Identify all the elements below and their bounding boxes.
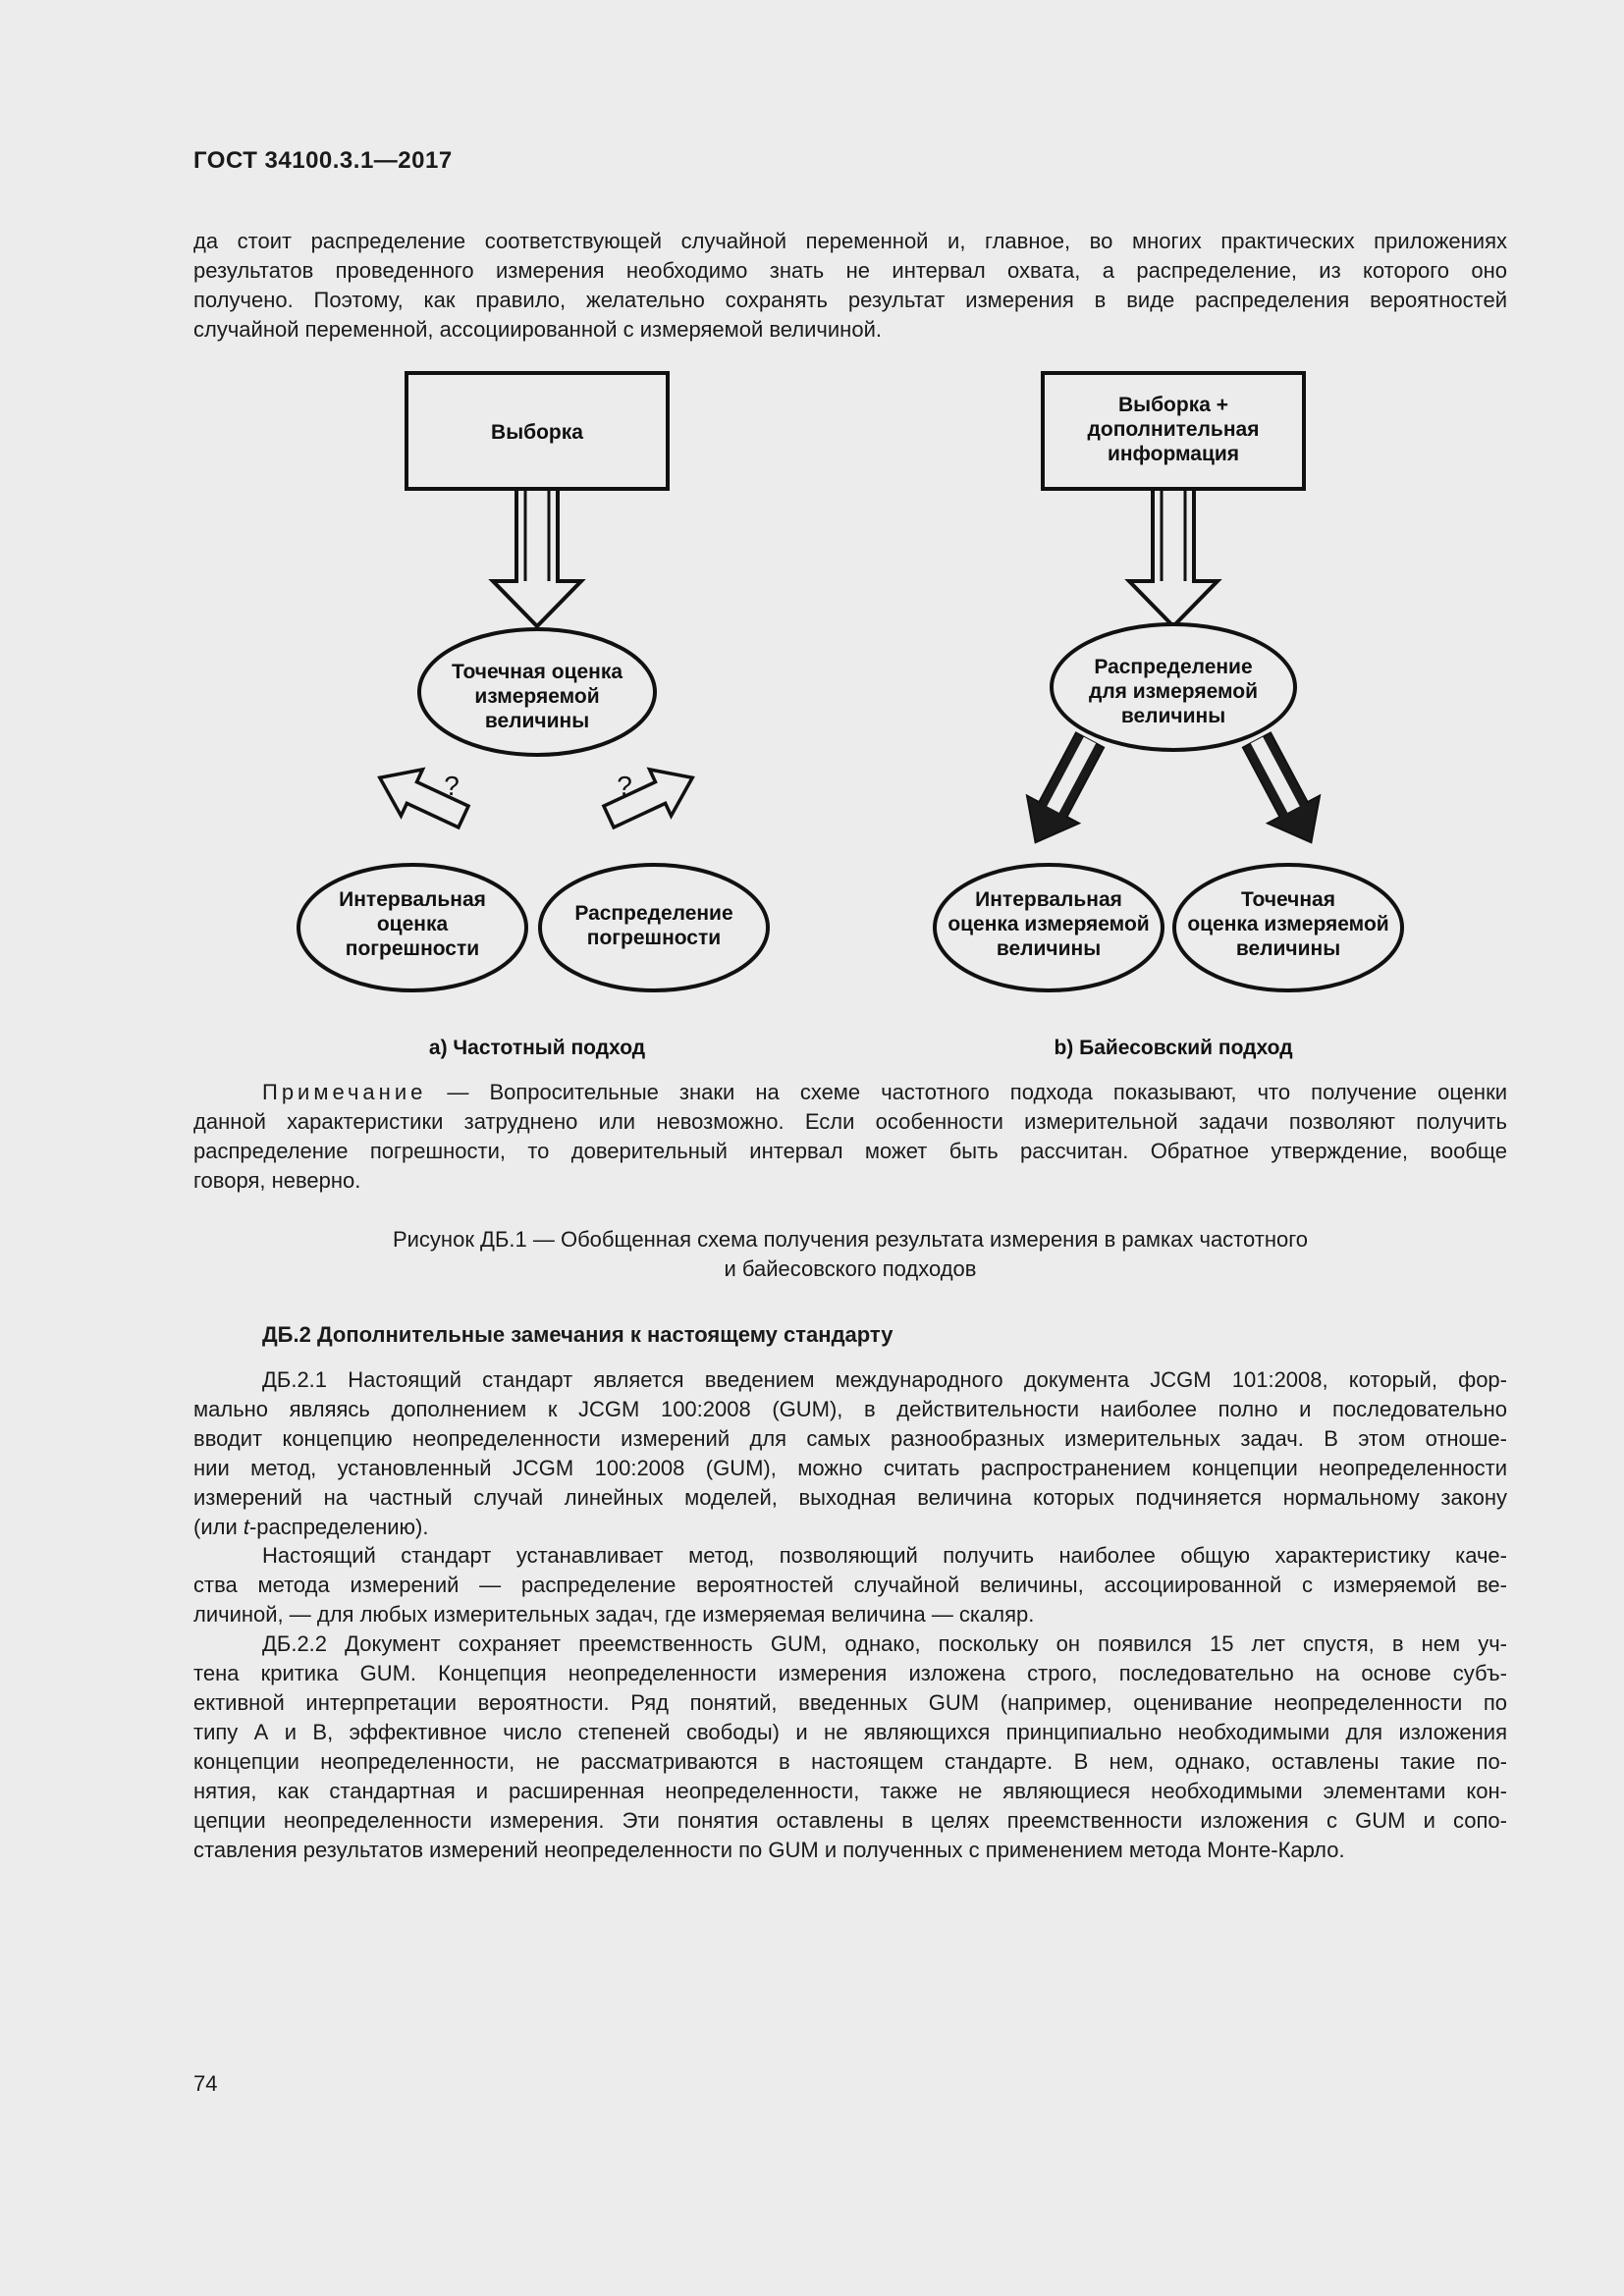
- figure-caption: [193, 1225, 1507, 1284]
- ellipse-label: погрешности: [345, 937, 480, 960]
- ellipse-label: оценка измеряемой: [947, 913, 1150, 935]
- paragraph-db21: [193, 1365, 1507, 1542]
- ellipse-label: величины: [1235, 937, 1341, 960]
- bayesian-diagram: [935, 373, 1402, 1059]
- figure-subcaption: b) Байесовский подход: [1054, 1037, 1293, 1059]
- intro-paragraph: [193, 227, 1507, 345]
- ellipse-label: величины: [1120, 705, 1226, 727]
- italic-fragment: t: [243, 1515, 249, 1539]
- text-line: говоря, неверно.: [193, 1168, 361, 1193]
- text-line: ективной интерпретации вероятности. Ряд понятий, введенных GUM (например, оценивание неопределенности по: [193, 1690, 1507, 1715]
- down-arrow: [1129, 489, 1218, 626]
- text-line: [193, 1513, 1507, 1542]
- text-line: Настоящий стандарт устанавливает метод, позволяющий получить наиболее общую характеристику каче-: [262, 1543, 1507, 1568]
- text-line: нятия, как стандартная и расширенная неопределенности, также не являющиеся необходимыми элементами кон-: [193, 1779, 1507, 1803]
- paragraph-method: [193, 1541, 1507, 1629]
- text-line: нии метод, установленный JCGM 100:2008 (GUM), можно считать распространением концепции неопределенности: [193, 1456, 1507, 1480]
- caption-line: Рисунок ДБ.1 — Обобщенная схема получения результата измерения в рамках частотного: [392, 1227, 1309, 1252]
- text-line: цепции неопределенности измерения. Эти понятия оставлены в целях преемственности изложения с GUM и сопо-: [193, 1808, 1507, 1833]
- text-line: случайной переменной, ассоциированной с измеряемой величиной.: [193, 317, 882, 342]
- sample-box-label: Выборка: [491, 421, 583, 444]
- page-number: 74: [193, 2071, 218, 2096]
- figure-subcaption: a) Частотный подход: [428, 1037, 646, 1059]
- solid-arrow-right: [1231, 726, 1337, 856]
- text-line: концепции неопределенности, не рассматриваются в настоящем стандарте. В нем, однако, оставлены такие по-: [193, 1749, 1507, 1774]
- text-line: ДБ.2.2 Документ сохраняет преемственность GUM, однако, поскольку он появился 15 лет спустя, в нем уч-: [262, 1631, 1507, 1656]
- text-line: тена критика GUM. Концепция неопределенности измерения изложена строго, последовательно на основе субъ-: [193, 1661, 1507, 1685]
- text-line: мально являясь дополнением к JCGM 100:2008 (GUM), в действительности наиболее полно и последовательно: [193, 1397, 1507, 1421]
- ellipse-label: Распределение: [574, 902, 733, 925]
- text-line: данной характеристики затруднено или невозможно. Если особенности измерительной задачи позволяют получить: [193, 1109, 1507, 1134]
- ellipse-label: Распределение: [1094, 656, 1253, 678]
- box-label: дополнительная: [1087, 418, 1260, 441]
- box-label: Выборка +: [1117, 394, 1229, 416]
- ellipse-label: величины: [996, 937, 1102, 960]
- solid-arrow-left: [1009, 726, 1115, 856]
- note-text: — Вопросительные знаки на схеме частотного подхода показывают, что получение оценки: [426, 1080, 1507, 1104]
- box-label: информация: [1107, 443, 1240, 465]
- text-line: ства метода измерений — распределение вероятностей случайной величины, ассоциированной с измеряемой ве-: [193, 1573, 1507, 1597]
- text-line: получено. Поэтому, как правило, желательно сохранять результат измерения в виде распределения вероятностей: [193, 288, 1507, 312]
- ellipse-label: измеряемой: [474, 685, 600, 708]
- ellipse-label: погрешности: [586, 927, 722, 949]
- text-fragment: -распределению).: [248, 1515, 429, 1539]
- question-arrow-right: [598, 755, 703, 840]
- text-line: измерений на частный случай линейных моделей, выходная величина которых подчиняется нормальному закону: [193, 1485, 1507, 1510]
- ellipse-label: оценка измеряемой: [1187, 913, 1389, 935]
- ellipse-label: для измеряемой: [1089, 680, 1258, 703]
- text-line: вводит концепцию неопределенности измерений для самых разнообразных измерительных задач. В этом отноше-: [193, 1426, 1507, 1451]
- text-line: результатов проведенного измерения необходимо знать не интервал охвата, а распределение, из которого оно: [193, 258, 1507, 283]
- question-mark: ?: [444, 771, 460, 801]
- caption-line: и байесовского подходов: [724, 1256, 977, 1281]
- ellipse-label: Точечная оценка: [451, 661, 623, 683]
- text-line: [193, 1078, 1507, 1107]
- figure-diagram: [285, 363, 1443, 1070]
- text-line: личиной, — для любых измерительных задач, где измеряемая величина — скаляр.: [193, 1602, 1035, 1627]
- text-line: типу А и В, эффективное число степеней свободы) и не являющихся принципиально необходимыми для изложения: [193, 1720, 1507, 1744]
- down-arrow: [493, 489, 581, 626]
- text-fragment: (или: [193, 1515, 244, 1539]
- ellipse-label: Интервальная: [339, 888, 486, 911]
- frequentist-diagram: [298, 373, 768, 1059]
- ellipse-label: величины: [484, 710, 590, 732]
- question-mark: ?: [617, 771, 632, 801]
- note-label: Примечание: [262, 1080, 427, 1104]
- text-line: да стоит распределение соответствующей случайной переменной и, главное, во многих практических приложениях: [193, 229, 1507, 253]
- paragraph-db22: [193, 1629, 1507, 1865]
- document-header: ГОСТ 34100.3.1—2017: [193, 147, 453, 174]
- text-line: ДБ.2.1 Настоящий стандарт является введением международного документа JCGM 101:2008, который, фор-: [262, 1367, 1507, 1392]
- ellipse-label: Точечная: [1241, 888, 1335, 911]
- ellipse-label: Интервальная: [975, 888, 1122, 911]
- section-heading: ДБ.2 Дополнительные замечания к настоящему стандарту: [262, 1322, 893, 1347]
- ellipse-label: оценка: [376, 913, 449, 935]
- text-line: распределение погрешности, то доверительный интервал может быть рассчитан. Обратное утверждение, вообще: [193, 1139, 1507, 1163]
- text-line: ставления результатов измерений неопределенности по GUM и полученных с применением метода Монте-Карло.: [193, 1838, 1345, 1862]
- figure-note: [193, 1078, 1507, 1196]
